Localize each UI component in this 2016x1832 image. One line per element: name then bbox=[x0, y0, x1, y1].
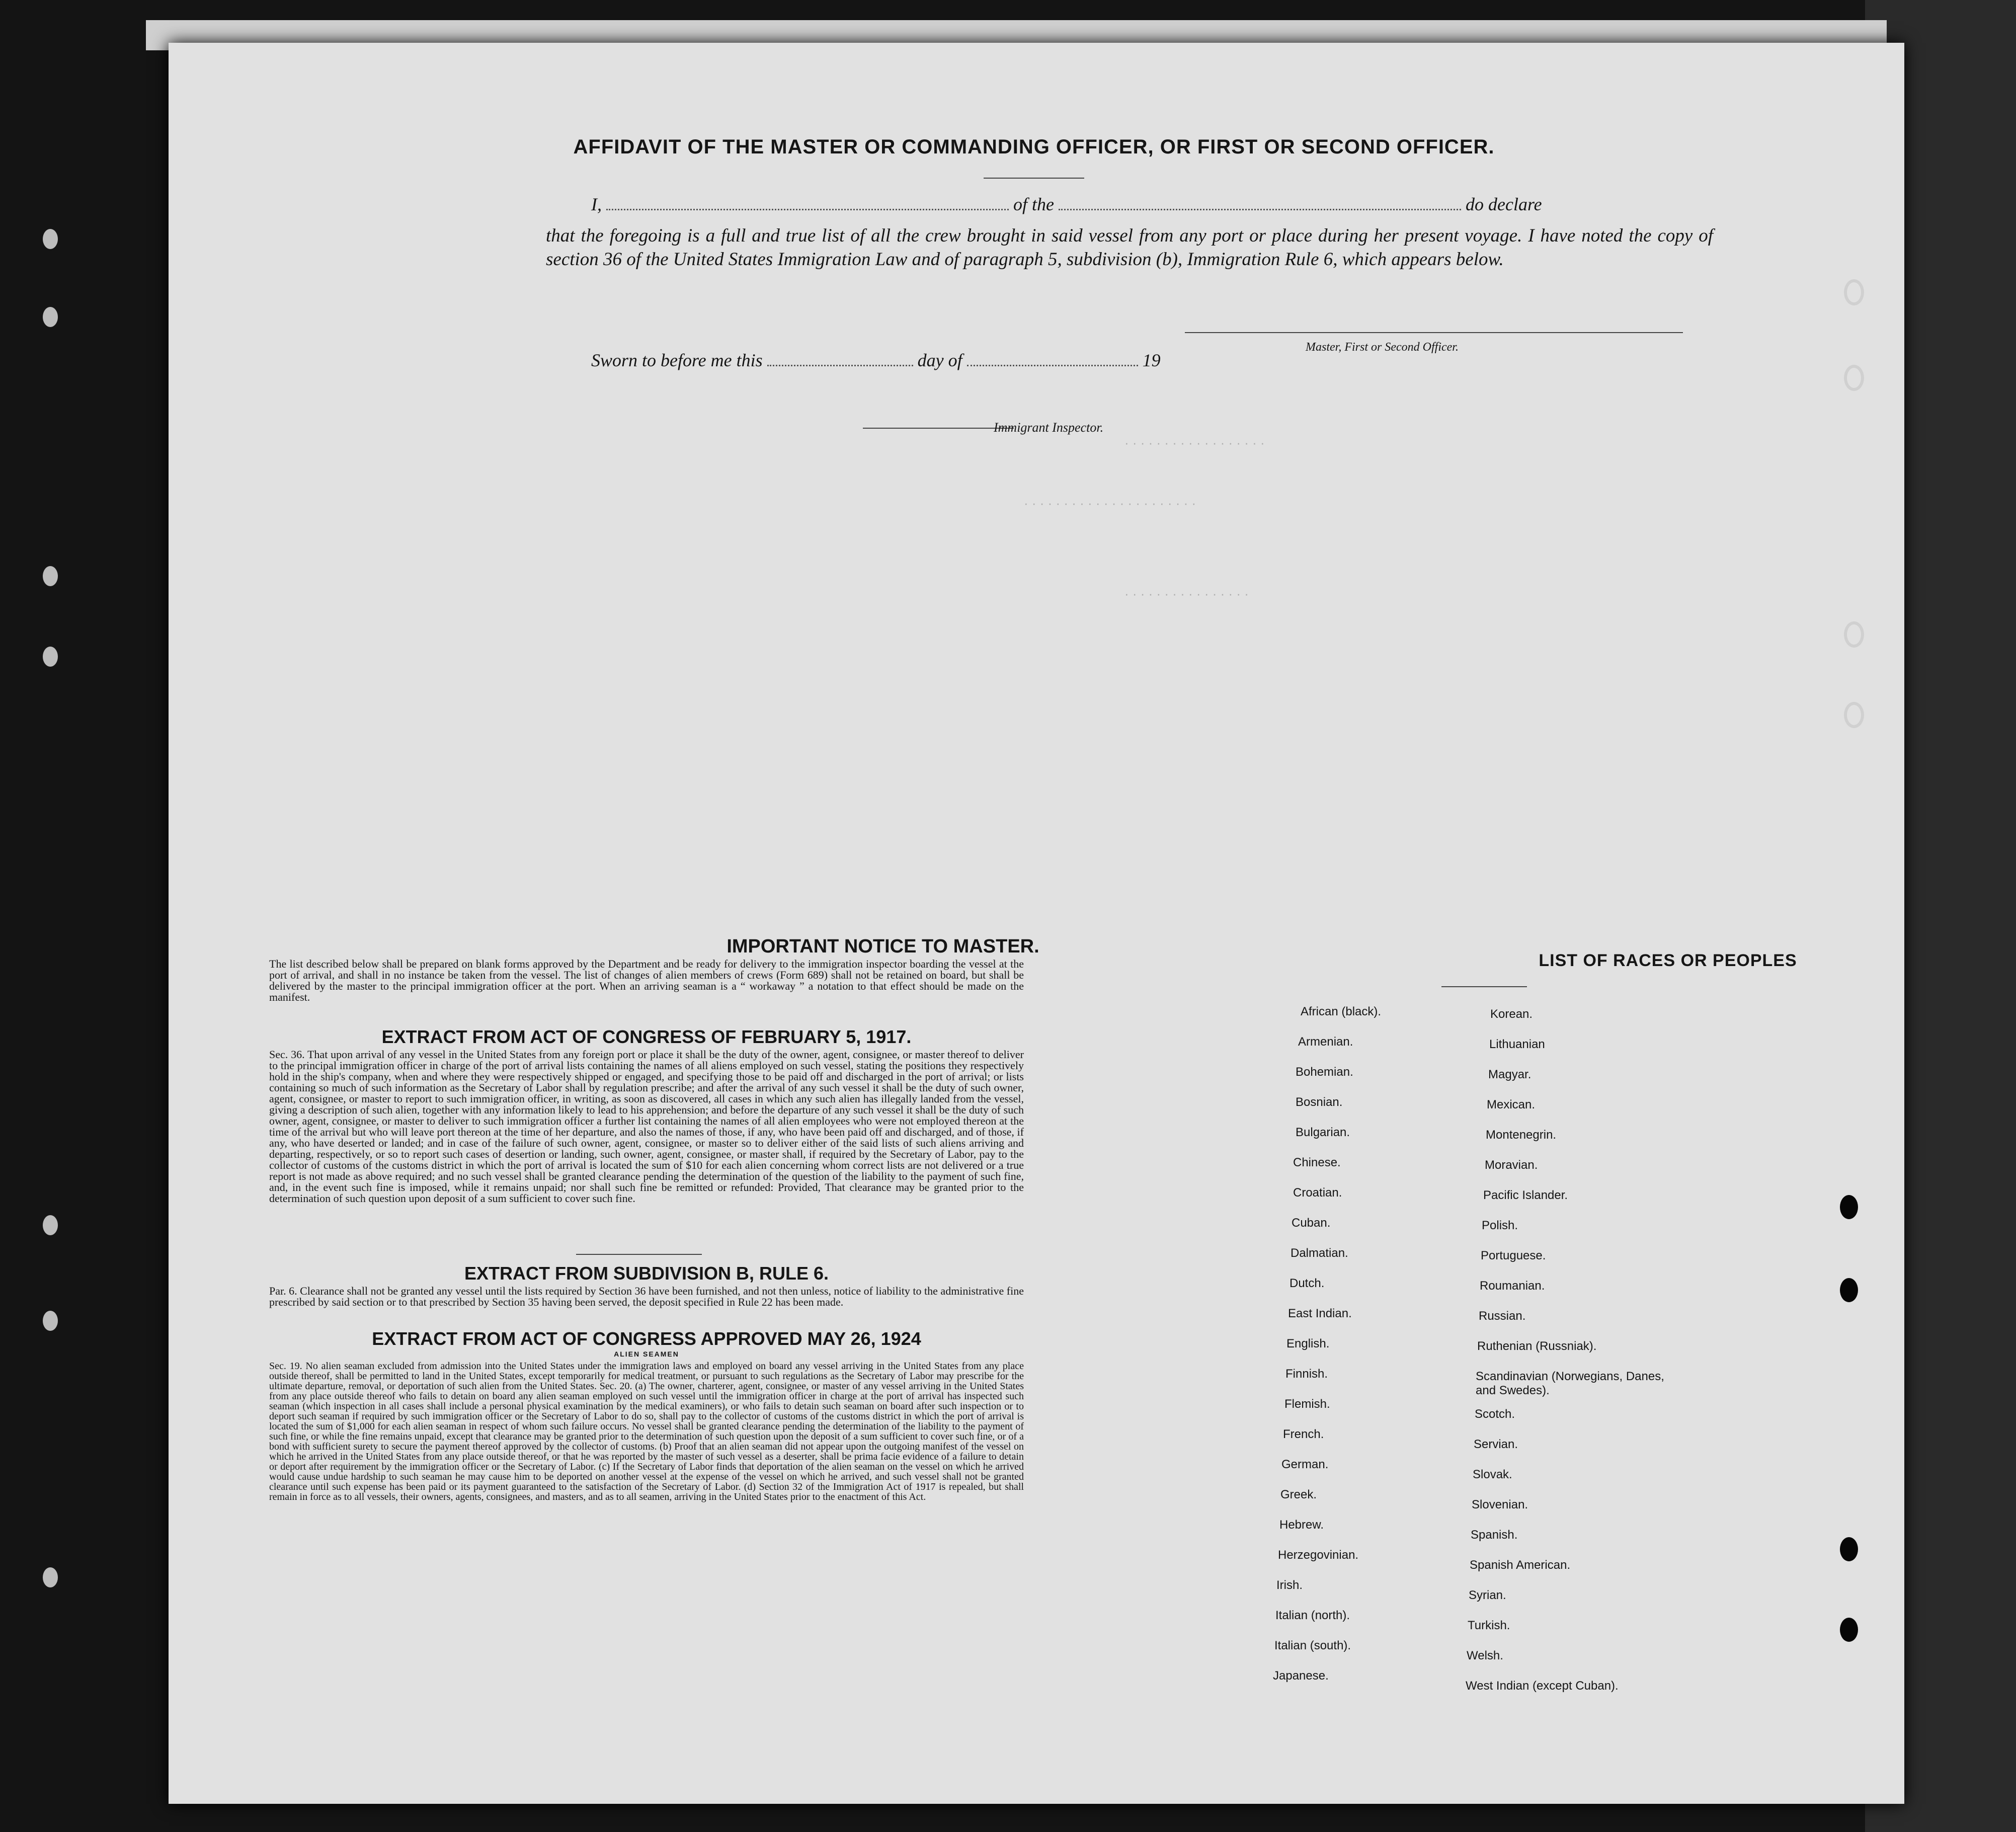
race-item: Bohemian. bbox=[1296, 1065, 1353, 1079]
races-title-rule bbox=[1441, 986, 1527, 987]
race-item: Herzegovinian. bbox=[1278, 1548, 1359, 1562]
race-item: Mexican. bbox=[1487, 1098, 1536, 1111]
notice-body: The list described below shall be prepared on blank forms approved by the Department and be ready for delivery to the immigration inspector boarding the vessel at the port of arrival, and shall in no instance be taken from the vessel. The list of changes of alien members of crews (Form 689) shall not be retained on board, but shall be delivered by the master to the principal immigration officer at the port. When an arriving seaman is a “ workaway ” a notation to that effect should be made on the manifest. bbox=[269, 958, 1024, 1003]
extract-rule6-body: Par. 6. Clearance shall not be granted any vessel until the lists required by Section 36 have been furnished, and not then unless, notice of liability to the administrative fine prescribed by said section or to that prescribed by Section 35 having been served, the deposit specified in Rule 22 has been made. bbox=[269, 1285, 1024, 1308]
race-item: Portuguese. bbox=[1481, 1249, 1546, 1262]
sworn-line bbox=[591, 350, 1161, 371]
declaration-i: I, bbox=[591, 194, 602, 214]
race-item: Scotch. bbox=[1475, 1407, 1515, 1421]
race-item: Slovak. bbox=[1473, 1468, 1512, 1481]
affidavit-title: AFFIDAVIT OF THE MASTER OR COMMANDING OFFICER, OR FIRST OR SECOND OFFICER. bbox=[573, 136, 1495, 158]
race-item: Roumanian. bbox=[1480, 1279, 1545, 1293]
race-item: Russian. bbox=[1479, 1309, 1526, 1323]
race-item: Bosnian. bbox=[1296, 1095, 1343, 1109]
race-item: Welsh. bbox=[1467, 1649, 1503, 1662]
race-item: Scandinavian (Norwegians, Danes, and Swedes). bbox=[1476, 1370, 1664, 1397]
race-item: Japanese. bbox=[1273, 1669, 1329, 1683]
inspector-signature-line bbox=[863, 428, 1014, 429]
affidavit-body: that the foregoing is a full and true list of all the crew brought in said vessel from any port or place during her present voyage. I have noted the copy of section 36 of the United States Immigration Law and of paragraph 5, subdivision (b), Immigration Rule 6, which appears below. bbox=[546, 225, 1713, 270]
race-item: Korean. bbox=[1490, 1007, 1533, 1021]
master-label: Master, First or Second Officer. bbox=[1306, 341, 1459, 354]
binding-ring bbox=[43, 566, 58, 586]
race-item: Pacific Islander. bbox=[1483, 1188, 1568, 1202]
race-item: Moravian. bbox=[1485, 1158, 1538, 1172]
binding-ring bbox=[43, 1311, 58, 1331]
document-page bbox=[169, 43, 1904, 1804]
races-title: LIST OF RACES OR PEOPLES bbox=[1539, 951, 1797, 970]
inspector-label: Immigrant Inspector. bbox=[994, 420, 1104, 435]
race-item: Croatian. bbox=[1293, 1186, 1342, 1200]
punch-hole bbox=[1844, 702, 1864, 728]
extract-1917-title: EXTRACT FROM ACT OF CONGRESS OF FEBRUARY 5, 1917. bbox=[381, 1026, 912, 1047]
race-item: Spanish. bbox=[1471, 1528, 1518, 1542]
extract-rule6-title: EXTRACT FROM SUBDIVISION B, RULE 6. bbox=[464, 1263, 829, 1284]
sworn-day-of: day of bbox=[917, 350, 962, 370]
binding-ring bbox=[43, 307, 58, 327]
race-item: Magyar. bbox=[1488, 1068, 1531, 1081]
punch-hole bbox=[1840, 1537, 1858, 1561]
declaration-line bbox=[591, 194, 1542, 215]
race-item: Dalmatian. bbox=[1291, 1246, 1348, 1260]
race-item: Finnish. bbox=[1285, 1367, 1328, 1381]
race-item: African (black). bbox=[1301, 1005, 1382, 1018]
race-item: Spanish American. bbox=[1470, 1558, 1571, 1572]
punch-hole bbox=[1840, 1195, 1858, 1219]
race-item: Chinese. bbox=[1293, 1156, 1341, 1169]
binding-ring bbox=[43, 229, 58, 249]
race-item: German. bbox=[1281, 1458, 1329, 1471]
race-item: Italian (north). bbox=[1275, 1609, 1350, 1622]
race-item: Cuban. bbox=[1292, 1216, 1331, 1230]
race-item: Ruthenian (Russniak). bbox=[1477, 1339, 1597, 1353]
bleed-through-text: · · · · · · · · · · · · · · · · · · bbox=[1124, 435, 1265, 450]
race-item: Hebrew. bbox=[1279, 1518, 1324, 1532]
race-item: Syrian. bbox=[1469, 1588, 1506, 1602]
declaration-of-the: of the bbox=[1013, 194, 1054, 214]
punch-hole bbox=[1844, 279, 1864, 305]
binding-ring bbox=[43, 1567, 58, 1587]
punch-hole bbox=[1840, 1278, 1858, 1302]
bleed-through-text: · · · · · · · · · · · · · · · · · · · · · · bbox=[1024, 496, 1196, 511]
race-item: West Indian (except Cuban). bbox=[1466, 1679, 1619, 1693]
race-item: Lithuanian bbox=[1489, 1038, 1545, 1051]
bleed-through-text: · · · · · · · · · · · · · · · · bbox=[1124, 586, 1249, 601]
vessel-blank bbox=[1059, 199, 1461, 210]
race-item: Irish. bbox=[1276, 1578, 1303, 1592]
binding-ring bbox=[43, 1215, 58, 1235]
race-item: Greek. bbox=[1280, 1488, 1317, 1501]
punch-hole bbox=[1840, 1618, 1858, 1642]
race-item: Flemish. bbox=[1284, 1397, 1330, 1411]
sworn-prefix: Sworn to before me this bbox=[591, 350, 763, 370]
race-item: Servian. bbox=[1474, 1438, 1518, 1451]
notice-title: IMPORTANT NOTICE TO MASTER. bbox=[727, 936, 1039, 957]
race-item: Dutch. bbox=[1289, 1277, 1325, 1290]
extract-1924-title: EXTRACT FROM ACT OF CONGRESS APPROVED MAY 26, 1924 bbox=[372, 1328, 921, 1349]
declaration-suffix: do declare bbox=[1465, 194, 1542, 214]
extract-1924-body: Sec. 19. No alien seaman excluded from admission into the United States under the immigration laws and employed on board any vessel arriving in the United States from any place outside thereof, shall be permitted to land in the United States, except temporarily for medical treatment, or pursuant to such regulations as the Secretary of Labor may prescribe for the ultimate departure, removal, or deportation of such alien from the United States. Sec. 20. (a) The owner, charterer, agent, consignee, or master of any vessel arriving in the United States from any place outside thereof who fails to detain on board any alien seaman employed on such vessel until the immigration officer in charge at the port of arrival has inspected such seaman (which inspection in all cases shall include a personal physical examination by the medical examiners), or who fails to detain such seaman on board after such inspection or to deport such seaman if required by such immigration officer or the Secretary of Labor to do so, shall pay to the collector of customs of the customs district in which the port of arrival is located the sum of $1,000 for each alien seaman in respect of whom such failure occurs. No vessel shall be granted clearance pending the determination of the liability to the payment of such fine, or while the fine remains unpaid, except that clearance may be granted prior to the determination of such question upon the deposit of a sum sufficient to cover such fine, or of a bond with sufficient surety to secure the payment thereof approved by the collector of customs. (b) Proof that an alien seaman did not appear upon the outgoing manifest of the vessel on which he arrived in the United States from any place outside thereof, or that he was reported by the master of such vessel as a deserter, shall be prima facie evidence of a failure to detain or deport after requirement by the immigration officer or the Secretary of Labor. (c) If the Secretary of Labor finds that deportation of the alien seaman on the vessel on which he arrived would cause undue hardship to such seaman he may cause him to be deported on another vessel at the expense of the vessel on which he arrived, and such vessel shall not be granted clearance until such expense has been paid or its payment guaranteed to the satisfaction of the Secretary of Labor. (d) Section 32 of the Immigration Act of 1917 is repealed, but shall remain in force as to all vessels, their owners, agents, consignees, and masters, and as to all seamen, arriving in the United States prior to the enactment of this Act. bbox=[269, 1361, 1024, 1502]
punch-hole bbox=[1844, 365, 1864, 391]
race-item: Montenegrin. bbox=[1486, 1128, 1557, 1142]
extract-1924-subtitle: ALIEN SEAMEN bbox=[614, 1350, 679, 1358]
race-item: English. bbox=[1286, 1337, 1330, 1350]
title-rule bbox=[984, 178, 1084, 179]
name-blank bbox=[606, 199, 1009, 210]
sworn-year: 19 bbox=[1142, 350, 1161, 370]
race-item: Armenian. bbox=[1298, 1035, 1353, 1049]
race-item: Bulgarian. bbox=[1296, 1126, 1350, 1139]
race-item: Polish. bbox=[1482, 1219, 1518, 1232]
binding-ring bbox=[43, 647, 58, 667]
punch-hole bbox=[1844, 621, 1864, 648]
master-signature-line bbox=[1185, 332, 1683, 333]
race-item: Turkish. bbox=[1468, 1619, 1510, 1632]
extract-1917-body: Sec. 36. That upon arrival of any vessel in the United States from any foreign port or place it shall be the duty of the owner, agent, consignee, or master thereof to deliver to the principal immigration officer in charge of the port of arrival lists containing the names of all aliens employed on such vessel, stating the positions they respectively hold in the ship's company, when and where they were respectively shipped or engaged, and specifying those to be paid off and discharged in the port of arrival; or lists containing so much of such information as the Secretary of Labor shall by regulation prescribe; and after the arrival of any such vessel it shall be the duty of such owner, agent, consignee, or master to report to such immigration officer, in writing, as soon as discovered, all cases in which any such alien has illegally landed from the vessel, giving a description of such alien, together with any information likely to lead to his apprehension; and before the departure of any such vessel it shall be the duty of such owner, agent, consignee, or master to deliver to such immigration officer a further list containing the names of all alien employees who were not employed thereon at the time of the arrival but who will leave port thereon at the time of her departure, and also the names of those, if any, who have been paid off and discharged, and of those, if any, who have deserted or landed; and in case of the failure of such owner, agent, consignee, or master so to deliver either of the said lists of such aliens arriving and departing, respectively, or so to report such cases of desertion or landing, such owner, agent, consignee, or master shall, if required by the Secretary of Labor, pay to the collector of customs of the customs district in which the port of arrival is located the sum of $10 for each alien concerning whom correct lists are not delivered or a true report is not made as above required; and no such vessel shall be granted clearance pending the determination of the question of the liability to the payment of such fine, and, in the event such fine is imposed, while it remains unpaid; nor shall such fine be remitted or refunded: Provided, That clearance may be granted prior to the determination of such question upon deposit of a sum sufficient to cover such fine. bbox=[269, 1048, 1024, 1205]
race-item: East Indian. bbox=[1288, 1307, 1352, 1320]
sworn-month-blank bbox=[967, 355, 1138, 366]
section-rule bbox=[576, 1254, 702, 1255]
race-item: Slovenian. bbox=[1472, 1498, 1528, 1511]
race-item: Italian (south). bbox=[1274, 1639, 1351, 1652]
sworn-day-blank bbox=[767, 355, 913, 366]
race-item: French. bbox=[1283, 1427, 1324, 1441]
